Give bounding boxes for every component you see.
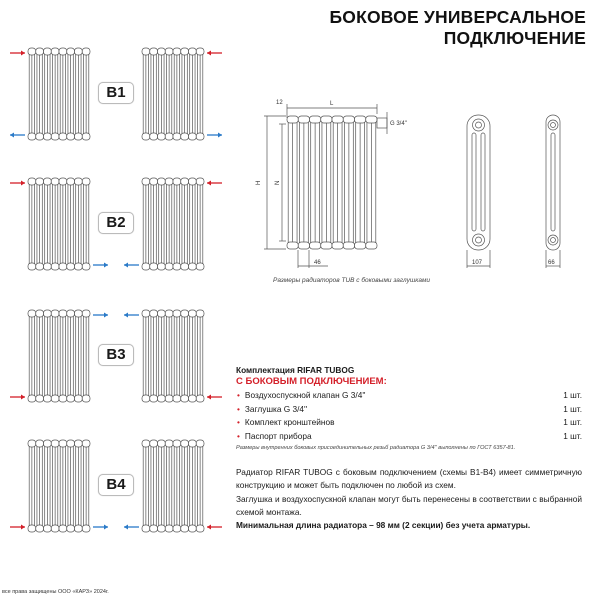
kit-list xyxy=(236,389,582,443)
dim-107: 107 xyxy=(472,260,483,266)
radiator-icon xyxy=(142,440,204,532)
dimension-drawing xyxy=(250,90,590,275)
dim-46: 46 xyxy=(314,260,321,266)
radiator-icon xyxy=(28,178,90,270)
radiator-icon xyxy=(142,48,204,140)
radiator-icon xyxy=(142,310,204,402)
return-arrow-icon xyxy=(93,313,108,318)
drawing-caption: Размеры радиаторов TUB с боковыми заглушками xyxy=(273,277,431,284)
dim-h: H xyxy=(256,180,262,185)
supply-arrow-icon xyxy=(207,525,222,530)
return-arrow-icon xyxy=(124,263,139,268)
radiator-icon xyxy=(28,310,90,402)
supply-arrow-icon xyxy=(10,181,25,186)
list-item: • Паспорт прибора 1 шт. xyxy=(237,430,582,441)
description: Радиатор RIFAR TUBOG с боковым подключением (схемы B1-B4) имеет симметричную конструкцию и может быть подключен по любой из схем. Заглушка и воздухоспускной клапан могут быть перенесены в соответствии с выбранной схемой монтажа. Минимальная длина радиатора – 98 мм (2 секции) без учета арматуры. xyxy=(236,467,582,531)
dim-n: N xyxy=(275,180,281,185)
kit-section xyxy=(236,365,582,451)
radiator-icon xyxy=(28,440,90,532)
return-arrow-icon xyxy=(207,133,222,138)
dim-thread: G 3/4'' xyxy=(390,121,407,127)
radiator-icon xyxy=(142,178,204,270)
supply-arrow-icon xyxy=(207,181,222,186)
kit-subheading: С БОКОВЫМ ПОДКЛЮЧЕНИЕМ: xyxy=(236,376,387,387)
return-arrow-icon xyxy=(10,133,25,138)
radiator-icon xyxy=(28,48,90,140)
supply-arrow-icon xyxy=(207,51,222,56)
return-arrow-icon xyxy=(93,525,108,530)
scheme-label: B4 xyxy=(98,474,134,496)
supply-arrow-icon xyxy=(10,395,25,400)
list-item: • Воздухоспускной клапан G 3/4'' 1 шт. xyxy=(237,390,582,400)
kit-heading: Комплектация RIFAR TUBOG xyxy=(236,365,355,375)
return-arrow-icon xyxy=(124,525,139,530)
supply-arrow-icon xyxy=(207,395,222,400)
supply-arrow-icon xyxy=(10,525,25,530)
dim-l: L xyxy=(330,101,334,107)
list-item: • Заглушка G 3/4'' 1 шт. xyxy=(237,403,582,414)
return-arrow-icon xyxy=(124,313,139,318)
dim-12: 12 xyxy=(276,100,283,106)
return-arrow-icon xyxy=(93,263,108,268)
supply-arrow-icon xyxy=(10,51,25,56)
radiator-icon xyxy=(287,116,377,249)
thread-note: Размеры внутренних боковых присоединительных резьб радиатора G 3/4'' выполнены по ГОСТ 6357-81. xyxy=(236,445,516,452)
list-item: • Комплект кронштейнов 1 шт. xyxy=(237,417,582,428)
scheme-label: B2 xyxy=(98,212,134,234)
dim-66: 66 xyxy=(548,260,555,266)
page-title: БОКОВОЕ УНИВЕРСАЛЬНОЕ ПОДКЛЮЧЕНИЕ xyxy=(329,7,586,48)
scheme-label: B1 xyxy=(98,82,134,104)
scheme-label: B3 xyxy=(98,344,134,366)
copyright: все права защищены ООО «КАРЗ» 2024г. xyxy=(2,589,109,595)
